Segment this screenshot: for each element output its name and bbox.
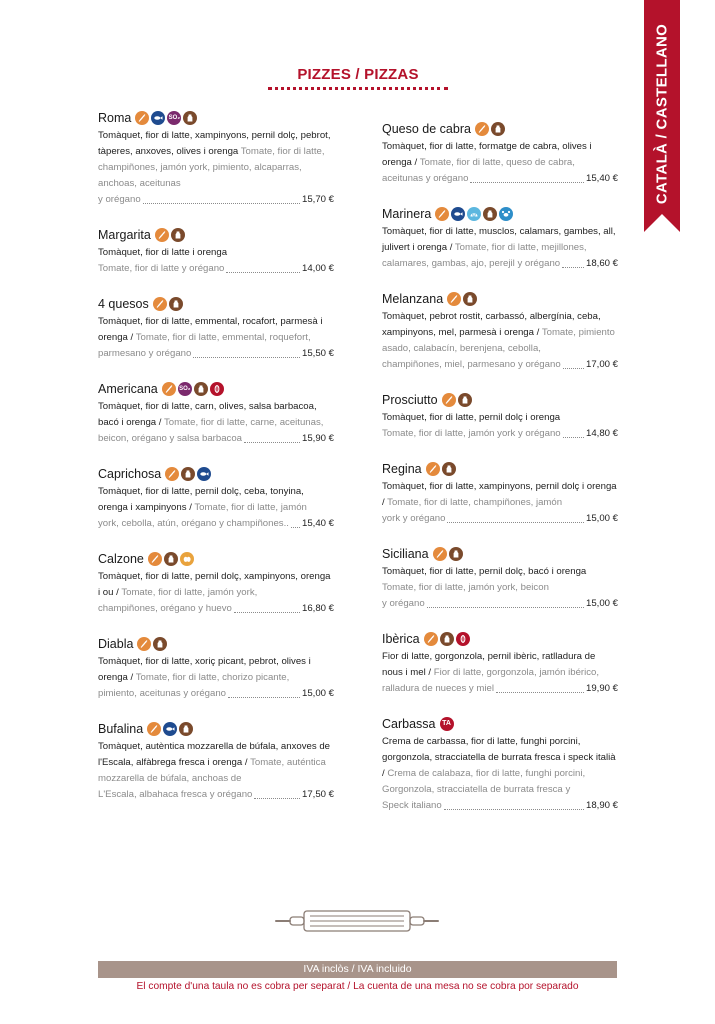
gluten-icon bbox=[155, 228, 169, 242]
menu-item bbox=[382, 390, 618, 442]
page-title: PIZZES / PIZZAS bbox=[297, 66, 419, 83]
menu-item-name: 4 quesos bbox=[98, 296, 149, 311]
menu-item bbox=[98, 294, 334, 362]
catalan-description: Tomàquet, fior di latte, formatge de cabra, olives i orenga / bbox=[382, 141, 592, 168]
dot-leader bbox=[291, 527, 300, 528]
spanish-description-end: Speck italiano bbox=[382, 800, 442, 811]
allergen-icons bbox=[426, 462, 456, 476]
lactose-icon bbox=[194, 382, 208, 396]
menu-item-price: 15,00 € bbox=[301, 688, 334, 699]
menu-item bbox=[382, 289, 618, 373]
menu-item-price: 14,00 € bbox=[301, 263, 334, 274]
menu-item bbox=[98, 634, 334, 702]
catalan-description: Tomàquet, fior di latte i orenga bbox=[98, 247, 228, 258]
menu-item-name: Melanzana bbox=[382, 291, 444, 306]
fish-icon bbox=[197, 467, 211, 481]
menu-item-description bbox=[382, 309, 618, 357]
menu-item-header bbox=[98, 379, 334, 398]
price-line bbox=[98, 192, 334, 208]
catalan-description: Tomàquet, fior di latte, musclos, calamars, gambes, all, julivert i orenga / bbox=[382, 226, 616, 253]
spanish-description-end: pimiento, aceitunas y orégano bbox=[98, 688, 226, 699]
menu-item bbox=[98, 464, 334, 532]
catalan-description: Fior di latte, gorgonzola, pernil ibèric, ratlladura de nous i mel / bbox=[382, 651, 596, 678]
gluten-icon bbox=[135, 111, 149, 125]
price-line bbox=[98, 261, 334, 277]
menu-item bbox=[98, 225, 334, 277]
language-tab-label: CATALÀ / CASTELLANO bbox=[653, 23, 671, 205]
menu-item-name: Marinera bbox=[382, 206, 432, 221]
catalan-description: Tomàquet, autèntica mozzarella de búfala, anxoves de l'Escala, alfàbrega fresca i orenga / bbox=[98, 741, 330, 768]
menu-item-price: 15,00 € bbox=[585, 598, 618, 609]
dot-leader bbox=[143, 203, 300, 204]
catalan-description: Tomàquet, fior di latte, pernil dolç, bacó i orenga bbox=[382, 566, 587, 577]
fish-icon bbox=[163, 722, 177, 736]
spanish-description-end: beicon, orégano y salsa barbacoa bbox=[98, 433, 243, 444]
menu-item-header bbox=[382, 119, 618, 138]
price-line bbox=[382, 681, 618, 697]
allergen-icons bbox=[147, 722, 193, 736]
spanish-description: Tomate, fior di latte, mejillones, bbox=[454, 242, 587, 253]
catalan-description: Tomàquet, pebrot rostit, carbassó, albergínia, ceba, xampinyons, mel, parmesà i orenga / bbox=[382, 311, 601, 338]
menu-item-description bbox=[98, 739, 334, 787]
menu-item-description bbox=[382, 410, 618, 426]
catalan-description: Tomàquet, fior di latte, emmental, rocafort, parmesà i orenga / bbox=[98, 316, 323, 343]
dot-leader bbox=[254, 798, 300, 799]
menu-item-header bbox=[98, 294, 334, 313]
spanish-description: Tomate, fior di latte, champiñones, jamón bbox=[387, 497, 563, 508]
allergen-icons bbox=[447, 292, 477, 306]
menu-item-description bbox=[382, 224, 618, 256]
price-line bbox=[382, 357, 618, 373]
gluten-icon bbox=[165, 467, 179, 481]
menu-item-header bbox=[98, 464, 334, 483]
catalan-description: Tomàquet, fior di latte, xampinyons, pernil dolç, pebrot, tàperes, anxoves, olives i orenga bbox=[98, 130, 331, 157]
gluten-icon bbox=[162, 382, 176, 396]
menu-item bbox=[382, 544, 618, 612]
menu-item-description bbox=[98, 314, 334, 346]
menu-item bbox=[382, 204, 618, 272]
dot-leader bbox=[228, 697, 300, 698]
spanish-description-end: champiñones, orégano y huevo bbox=[98, 603, 232, 614]
spanish-description: Tomate, fior di latte, champiñones, jamón york, pimiento, alcaparras, anchoas, aceitunas bbox=[98, 146, 325, 189]
gluten-icon bbox=[147, 722, 161, 736]
fish-icon bbox=[451, 207, 465, 221]
separate-bill-notice: El compte d'una taula no es cobra per separat / La cuenta de una mesa no se cobra por separado bbox=[136, 981, 579, 992]
spanish-description-end: y orégano bbox=[382, 598, 425, 609]
lactose-icon bbox=[181, 467, 195, 481]
gluten-icon bbox=[442, 393, 456, 407]
menu-item-price: 18,60 € bbox=[585, 258, 618, 269]
menu-item-price: 15,40 € bbox=[585, 173, 618, 184]
lactose-icon bbox=[164, 552, 178, 566]
menu-item-name: Bufalina bbox=[98, 721, 144, 736]
menu-item-description bbox=[98, 128, 334, 192]
lactose-icon bbox=[449, 547, 463, 561]
dot-leader bbox=[444, 809, 584, 810]
menu-item bbox=[98, 549, 334, 617]
menu-item-description bbox=[382, 564, 618, 596]
language-tab bbox=[644, 0, 680, 232]
allergen-icons bbox=[424, 632, 470, 646]
menu-item-price: 15,90 € bbox=[301, 433, 334, 444]
allergen-icons bbox=[442, 393, 472, 407]
lactose-icon bbox=[183, 111, 197, 125]
price-line bbox=[98, 601, 334, 617]
price-line bbox=[98, 516, 334, 532]
dot-leader bbox=[562, 267, 584, 268]
menu-item-description bbox=[98, 569, 334, 601]
dot-leader bbox=[563, 437, 584, 438]
catalan-description: Crema de carbassa, fior di latte, funghi porcini, gorgonzola, stracciatella de burrata fresca i speck italià / bbox=[382, 736, 616, 779]
menu-item-header bbox=[382, 459, 618, 478]
price-line bbox=[382, 171, 618, 187]
spanish-description-end: parmesano y orégano bbox=[98, 348, 192, 359]
mollusc-icon bbox=[467, 207, 481, 221]
menu-item-description bbox=[382, 139, 618, 171]
menu-item-price: 14,80 € bbox=[585, 428, 618, 439]
price-line bbox=[382, 798, 618, 814]
menu-item-name: Siciliana bbox=[382, 546, 429, 561]
dot-leader bbox=[563, 368, 584, 369]
menu-item-name: Regina bbox=[382, 461, 422, 476]
spanish-description: Tomate, fior di latte, queso de cabra, bbox=[419, 157, 575, 168]
allergen-icons bbox=[153, 297, 183, 311]
catalan-description: Tomàquet, fior di latte, pernil dolç i orenga bbox=[382, 412, 561, 423]
spanish-description-end: champiñones, miel, parmesano y orégano bbox=[382, 359, 561, 370]
spanish-description: Tomate, fior di latte, emmental, roquefort, bbox=[135, 332, 311, 343]
allergen-icons bbox=[433, 547, 463, 561]
menu-item-price: 15,70 € bbox=[301, 194, 334, 205]
price-line bbox=[98, 686, 334, 702]
menu-item-description bbox=[382, 649, 618, 681]
spanish-description-end: Tomate, fior di latte y orégano bbox=[98, 263, 225, 274]
menu-item-header bbox=[98, 225, 334, 244]
egg-icon bbox=[180, 552, 194, 566]
menu-item bbox=[382, 714, 618, 814]
menu-item-name: Ibèrica bbox=[382, 631, 420, 646]
menu-item-description bbox=[382, 734, 618, 798]
menu-item-header bbox=[98, 634, 334, 653]
right-column bbox=[382, 119, 618, 831]
spanish-description: Crema de calabaza, fior di latte, funghi porcini, Gorgonzola, stracciatella de burrata fresca y bbox=[382, 768, 586, 795]
menu-item-name: Prosciutto bbox=[382, 392, 438, 407]
ta-icon: TA bbox=[440, 717, 454, 731]
price-line bbox=[382, 511, 618, 527]
allergen-icons bbox=[135, 111, 197, 125]
spanish-description-end: ralladura de nueces y miel bbox=[382, 683, 494, 694]
catalan-description: Tomàquet, fior di latte, pernil dolç, xampinyons, orenga i ou / bbox=[98, 571, 331, 598]
menu-item-price: 19,90 € bbox=[585, 683, 618, 694]
spanish-description: Tomate, auténtica mozzarella de búfala, anchoas de bbox=[98, 757, 326, 784]
rolling-pin-icon bbox=[274, 908, 440, 934]
dot-leader bbox=[234, 612, 300, 613]
menu-item-description bbox=[98, 654, 334, 686]
lactose-icon bbox=[458, 393, 472, 407]
spanish-description-end: Tomate, fior di latte, jamón york y orégano bbox=[382, 428, 561, 439]
allergen-icons bbox=[148, 552, 194, 566]
gluten-icon bbox=[475, 122, 489, 136]
title-dotted-rule bbox=[268, 87, 448, 90]
menu-item-header bbox=[98, 719, 334, 738]
spanish-description-end: L'Escala, albahaca fresca y orégano bbox=[98, 789, 253, 800]
menu-section-header bbox=[268, 66, 448, 90]
menu-item-description bbox=[382, 479, 618, 511]
menu-item-price: 17,50 € bbox=[301, 789, 334, 800]
menu-item-header bbox=[382, 714, 618, 733]
spanish-description: Tomate, pimiento asado, calabacín, berenjena, cebolla, bbox=[382, 327, 615, 354]
spanish-description: Fior di latte, gorgonzola, jamón ibérico, bbox=[433, 667, 600, 678]
gluten-icon bbox=[435, 207, 449, 221]
gluten-icon bbox=[447, 292, 461, 306]
catalan-description: Tomàquet, fior di latte, xampinyons, pernil dolç i orenga / bbox=[382, 481, 617, 508]
catalan-description: Tomàquet, fior di latte, pernil dolç, ceba, tonyina, orenga i xampinyons / bbox=[98, 486, 304, 513]
menu-item bbox=[382, 459, 618, 527]
allergen-icons bbox=[435, 207, 513, 221]
dot-leader bbox=[193, 357, 300, 358]
spanish-description-end: y orégano bbox=[98, 194, 141, 205]
celery-icon bbox=[210, 382, 224, 396]
dot-leader bbox=[496, 692, 584, 693]
price-line bbox=[98, 431, 334, 447]
menu-item-description bbox=[98, 399, 334, 431]
catalan-description: Tomàquet, fior di latte, xoriç picant, pebrot, olives i orenga / bbox=[98, 656, 311, 683]
menu-item-price: 15,40 € bbox=[301, 518, 334, 529]
spanish-description: Tomate, fior di latte, carne, aceitunas, bbox=[163, 417, 324, 428]
menu-item bbox=[98, 379, 334, 447]
spanish-description: Tomate, fior di latte, jamón bbox=[194, 502, 307, 513]
menu-item bbox=[98, 108, 334, 208]
lactose-icon bbox=[463, 292, 477, 306]
sulfite-icon: SO₂ bbox=[167, 111, 181, 125]
dot-leader bbox=[226, 272, 300, 273]
allergen-icons bbox=[475, 122, 505, 136]
celery-icon bbox=[456, 632, 470, 646]
menu-item bbox=[382, 629, 618, 697]
allergen-icons bbox=[137, 637, 167, 651]
lactose-icon bbox=[171, 228, 185, 242]
spanish-description-end: calamares, gambas, ajo, perejil y orégano bbox=[382, 258, 561, 269]
lactose-icon bbox=[491, 122, 505, 136]
dot-leader bbox=[447, 522, 584, 523]
menu-item-header bbox=[382, 629, 618, 648]
gluten-icon bbox=[424, 632, 438, 646]
menu-item bbox=[382, 119, 618, 187]
allergen-icons bbox=[155, 228, 185, 242]
left-column bbox=[98, 108, 334, 820]
lactose-icon bbox=[169, 297, 183, 311]
menu-item-description bbox=[98, 245, 334, 261]
lactose-icon bbox=[483, 207, 497, 221]
menu-item-name: Calzone bbox=[98, 551, 144, 566]
spanish-description: Tomate, fior di latte, jamón york, beicon bbox=[382, 582, 549, 593]
crustacean-icon bbox=[499, 207, 513, 221]
menu-item-name: Margarita bbox=[98, 227, 151, 242]
menu-item-name: Diabla bbox=[98, 636, 134, 651]
menu-item-header bbox=[382, 204, 618, 223]
dot-leader bbox=[427, 607, 584, 608]
price-line bbox=[98, 787, 334, 803]
menu-item-price: 16,80 € bbox=[301, 603, 334, 614]
menu-item-price: 18,90 € bbox=[585, 800, 618, 811]
menu-item-description bbox=[98, 484, 334, 516]
menu-item-name: Carbassa bbox=[382, 716, 436, 731]
fish-icon bbox=[151, 111, 165, 125]
spanish-description: Tomate, fior di latte, chorizo picante, bbox=[135, 672, 290, 683]
price-line bbox=[382, 256, 618, 272]
spanish-description-end: aceitunas y orégano bbox=[382, 173, 469, 184]
lactose-icon bbox=[153, 637, 167, 651]
menu-item-name: Roma bbox=[98, 110, 132, 125]
price-line bbox=[98, 346, 334, 362]
allergen-icons bbox=[162, 382, 224, 396]
lactose-icon bbox=[442, 462, 456, 476]
price-line bbox=[382, 426, 618, 442]
dot-leader bbox=[470, 182, 584, 183]
lactose-icon bbox=[440, 632, 454, 646]
spanish-description-end: york, cebolla, atún, orégano y champiñones.. bbox=[98, 518, 289, 529]
menu-item-header bbox=[382, 390, 618, 409]
menu-item-name: Americana bbox=[98, 381, 158, 396]
spanish-description-end: york y orégano bbox=[382, 513, 446, 524]
menu-item-price: 15,00 € bbox=[585, 513, 618, 524]
menu-item-header bbox=[382, 544, 618, 563]
allergen-icons bbox=[440, 717, 454, 731]
menu-item-price: 17,00 € bbox=[585, 359, 618, 370]
menu-item-price: 15,50 € bbox=[301, 348, 334, 359]
allergen-icons bbox=[165, 467, 211, 481]
menu-item bbox=[98, 719, 334, 803]
gluten-icon bbox=[148, 552, 162, 566]
menu-item-name: Caprichosa bbox=[98, 466, 162, 481]
menu-item-header bbox=[98, 549, 334, 568]
gluten-icon bbox=[137, 637, 151, 651]
dot-leader bbox=[244, 442, 300, 443]
spanish-description: Tomate, fior di latte, jamón york, bbox=[121, 587, 258, 598]
sulfite-icon: SO₂ bbox=[178, 382, 192, 396]
menu-item-header bbox=[382, 289, 618, 308]
lactose-icon bbox=[179, 722, 193, 736]
gluten-icon bbox=[426, 462, 440, 476]
vat-notice-bar: IVA inclòs / IVA incluido bbox=[98, 961, 617, 978]
menu-item-name: Queso de cabra bbox=[382, 121, 471, 136]
gluten-icon bbox=[153, 297, 167, 311]
menu-item-header bbox=[98, 108, 334, 127]
gluten-icon bbox=[433, 547, 447, 561]
price-line bbox=[382, 596, 618, 612]
catalan-description: Tomàquet, fior di latte, carn, olives, salsa barbacoa, bacó i orenga / bbox=[98, 401, 317, 428]
